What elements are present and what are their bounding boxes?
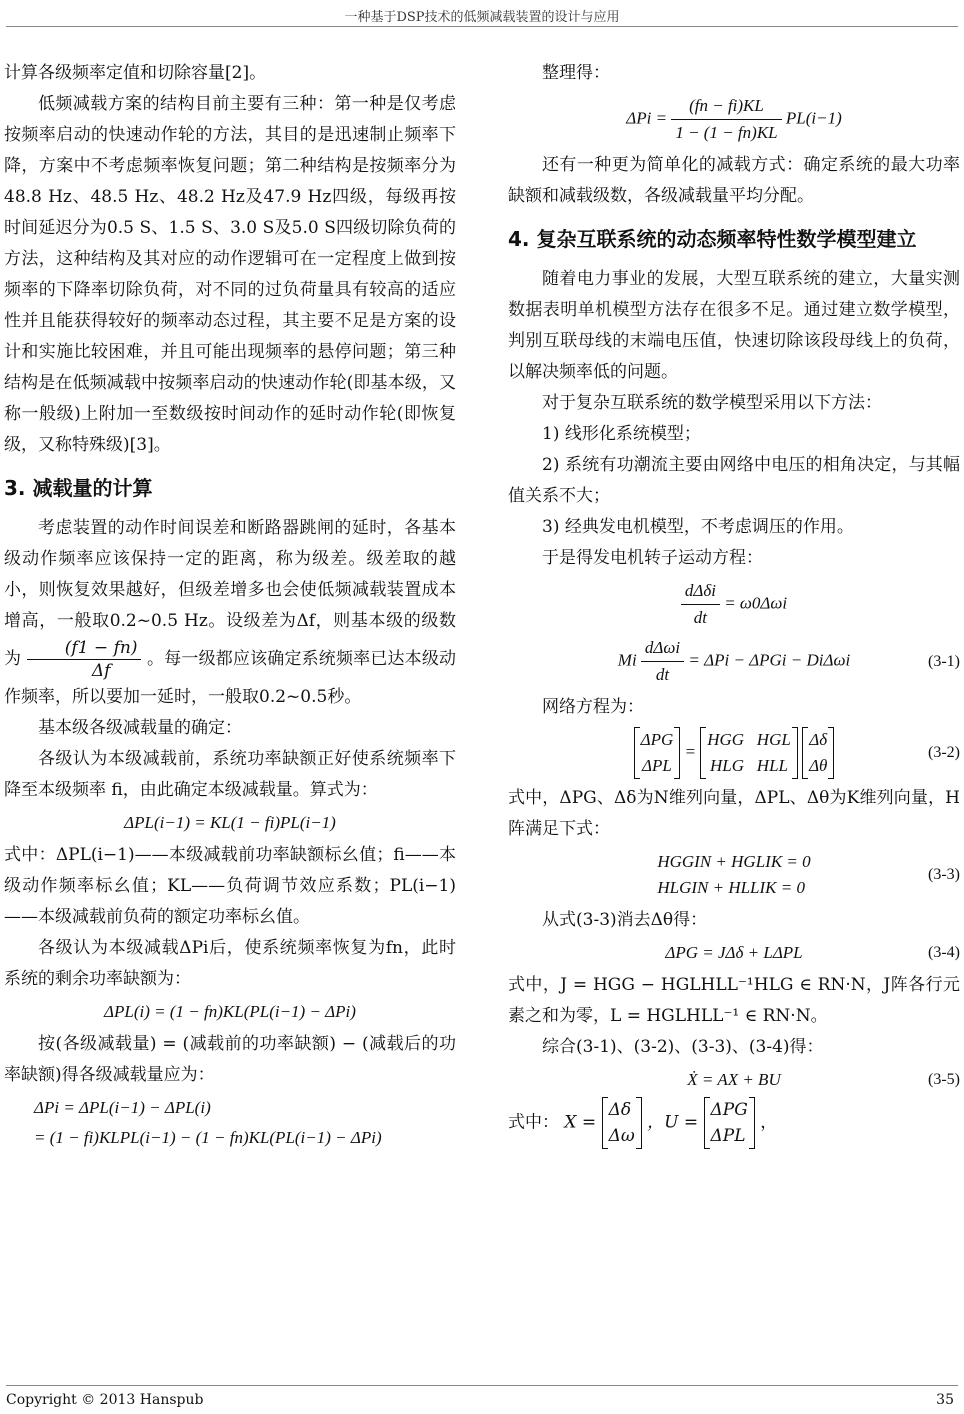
matrix-row: ΔPL (642, 756, 672, 775)
paragraph: 各级认为本级减载ΔPi后，使系统频率恢复为fn，此时系统的剩余功率缺额为： (4, 938, 456, 989)
paragraph (4, 513, 456, 713)
paragraph: 低频减载方案的结构目前主要有三种：第一种是仅考虑按频率启动的快速动作轮的方法，其目的是迅速制止频率下降，方案中不考虑频率恢复问题；第二种结构是按频率分为48.8 Hz、48.5 Hz、48.2 Hz及47.9 Hz四级，每级再按时间延迟分为0.5 S、1.5 S、3.0 S及5.0 S四级切除负荷的方法，这种结构及其对应的动作逻辑可在一定程度上做到按频率的下降率切除负荷，对不同的过负荷量具有较高的适应性并且能获得较好的频率动态过程，其主要不足是方案的设计和实施比较困难，并且可能出现频率的悬停问题；第三种结构是在低频减载中按频率启动的快速动作轮(即基本级，又称一般级)上附加一至数级按时间动作的延时动作轮(即恢复级，又称特殊级)[3]。 (4, 94, 456, 455)
paragraph: 计算各级频率定值和切除容量[2]。 (4, 63, 267, 83)
matrix-row: Δω (608, 1126, 635, 1146)
paragraph: 式中，J = HGG − HGLHLL⁻¹HLG ∈ RN·N，J阵各行元素之和为零，L = HGLHLL⁻¹ ∈ RN·N。 (508, 975, 960, 1026)
matrix (602, 1097, 642, 1149)
paragraph: 各级认为本级减载前，系统功率缺额正好使系统频率下降至本级频率 fi，由此确定本级减载量。算式为： (4, 749, 456, 800)
paragraph: 网络方程为： (542, 697, 644, 717)
page-number: 35 (936, 1392, 954, 1408)
equation (508, 578, 960, 631)
paragraph: 从式(3-3)消去Δθ得： (542, 910, 708, 930)
equation-system (657, 849, 810, 901)
equation: ΔPL(i) = (1 − fn)KL(PL(i−1) − ΔPi) (104, 1002, 356, 1021)
eq-lhs: Mi (617, 650, 637, 670)
equation-3-1 (508, 635, 960, 688)
paragraph: 基本级各级减载量的确定： (38, 718, 242, 738)
matrix-row: ΔPL (710, 1126, 746, 1146)
matrix-row: Δθ (809, 756, 828, 775)
matrix (634, 727, 681, 779)
eq-fraction (671, 93, 781, 146)
list-item: 2) 系统有功潮流主要由网络中电压的相角决定，与其幅值关系不大； (508, 455, 960, 506)
eq-rhs: = ΔPi − ΔPGi − DiΔωi (688, 650, 851, 670)
eq-fraction (681, 578, 720, 631)
eq-rhs: = ω0Δωi (724, 593, 788, 613)
equation-3-4 (508, 940, 960, 966)
text-run: 考虑装置的动作时间误差和断路器跳闸的延时，各基本级动作频率应该保持一定的距离，称为级差。级差取的越小，则恢复效果越好，但级差增多也会使低频减载装置成本增高，一般取0.2~0.5 Hz。设级差为Δf，则基本级的级数为 (4, 518, 456, 669)
paragraph (508, 1097, 960, 1149)
fraction-denominator: Δf (91, 661, 111, 681)
eq-fraction (641, 635, 684, 688)
list-item: 3) 经典发电机模型，不考虑调压的作用。 (542, 517, 854, 537)
paragraph: 式中：ΔPL(i−1)——本级减载前功率缺额标幺值；fi——本级动作频率标幺值；KL——负荷调节效应系数；PL(i−1)——本级减载前负荷的额定功率标幺值。 (4, 845, 456, 927)
paragraph: 综合(3-1)、(3-2)、(3-3)、(3-4)得： (542, 1037, 824, 1057)
equation-body: ΔPG = JΔδ + LΔPL (665, 943, 803, 962)
stage-count-fraction (27, 637, 142, 682)
paragraph: 对于复杂互联系统的数学模型采用以下方法： (542, 393, 882, 413)
fraction-numerator: (fn − fi)KL (671, 93, 781, 120)
fraction-numerator: (f1 − fn) (27, 637, 142, 660)
fraction-denominator: 1 − (1 − fn)KL (675, 123, 778, 142)
fraction-numerator: dΔδi (681, 578, 720, 605)
equation-number: (3-1) (928, 652, 960, 670)
copyright: Copyright © 2013 Hanspub (6, 1392, 204, 1408)
equation-number: (3-3) (928, 866, 960, 883)
equation (508, 93, 960, 146)
paragraph: 式中，ΔPG、Δδ为N维列向量，ΔPL、Δθ为K维列向量，H阵满足下式： (508, 788, 960, 839)
equation: ΔPL(i−1) = KL(1 − fi)PL(i−1) (124, 813, 336, 832)
footer-divider (6, 1385, 958, 1386)
paragraph: 于是得发电机转子运动方程： (542, 548, 763, 568)
equation: ΔPi = ΔPL(i−1) − ΔPL(i) (34, 1098, 211, 1117)
matrix-row: ΔPG (640, 730, 674, 749)
paragraph: 还有一种更为简单化的减载方式：确定系统的最大功率缺额和减载级数，各级减载量平均分配。 (508, 155, 960, 206)
equation-3-5 (508, 1067, 960, 1093)
equation-number: (3-4) (928, 944, 960, 961)
equation: = (1 − fi)KLPL(i−1) − (1 − fn)KL(PL(i−1) − ΔPi) (34, 1128, 382, 1147)
fraction-numerator: dΔωi (641, 635, 684, 662)
eq-lhs: ΔPi = (626, 108, 668, 128)
equation-number: (3-5) (928, 1071, 960, 1088)
equation-body: Ẋ = AX + BU (687, 1070, 781, 1089)
text-run: 。每一级都应该确定系统频率已达本级动作频率，所以要加一延时，一般取0.2~0.5秒。 (4, 649, 457, 707)
equation-3-3 (508, 849, 960, 901)
eq-rhs: PL(i−1) (785, 108, 842, 128)
matrix-row: ΔPG (710, 1100, 748, 1120)
paragraph: 随着电力事业的发展，大型互联系统的建立，大量实测数据表明单机模型方法存在很多不足。通过建立数学模型，判别互联母线的末端电压值，快速切除该段母线上的负荷，以解决频率低的问题。 (508, 269, 960, 382)
text-run: 式中： (508, 1112, 559, 1133)
equation-3-2: ΔPG ΔPL = HGG HGL HLG HLL Δδ Δθ (3-2) (508, 727, 960, 779)
matrix (802, 727, 834, 779)
right-column (508, 58, 960, 1149)
matrix-row: HLG HLL (710, 756, 788, 775)
matrix-row: Δδ (608, 1100, 632, 1120)
u-label: ，U = (647, 1112, 699, 1133)
section-heading-4: 4. 复杂互联系统的动态频率特性数学模型建立 (508, 227, 917, 251)
matrix-row: HGG HGL (707, 730, 791, 749)
matrix (700, 727, 798, 779)
section-heading-3: 3. 减载量的计算 (4, 476, 153, 500)
equation-number: (3-2) (928, 744, 960, 761)
left-column (4, 58, 456, 1155)
header-divider (6, 26, 958, 27)
paragraph: 按(各级减载量) = (减载前的功率缺额) − (减载后的功率缺额)得各级减载量应为： (4, 1034, 456, 1085)
text-run: ， (760, 1112, 778, 1133)
matrix (704, 1097, 755, 1149)
matrix-row: Δδ (809, 730, 828, 749)
list-item: 1) 线形化系统模型； (542, 424, 701, 444)
fraction-denominator: dt (693, 608, 708, 627)
equation-row: HGGIN + HGLIK = 0 (657, 852, 811, 871)
equation-row: HLGIN + HLLIK = 0 (657, 878, 805, 897)
fraction-denominator: dt (655, 665, 670, 684)
x-label: X = (564, 1112, 597, 1133)
paragraph: 整理得： (542, 63, 610, 83)
running-title: 一种基于DSP技术的低频减载装置的设计与应用 (344, 10, 620, 25)
